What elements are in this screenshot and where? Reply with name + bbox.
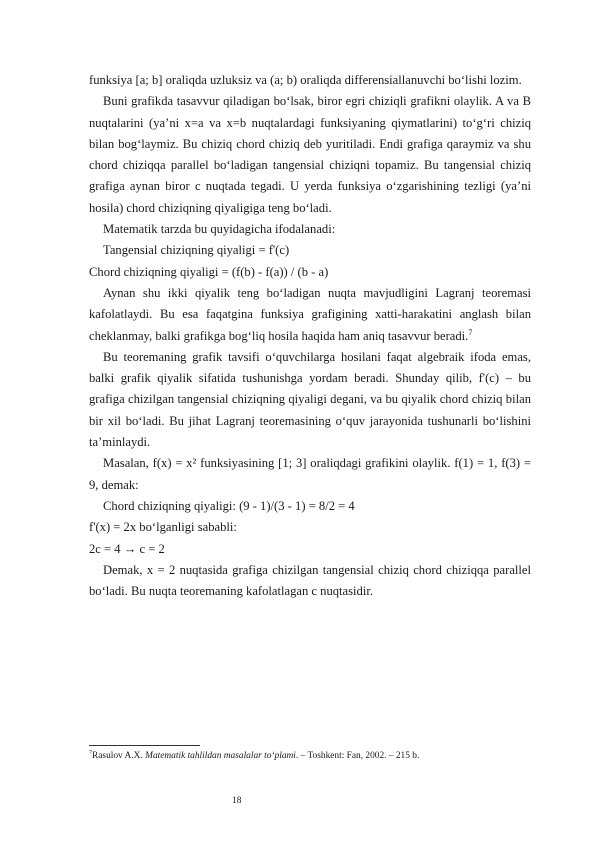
example-derivative: f'(x) = 2x bo‘lganligi sababli: [89,520,237,535]
footnote [89,750,549,762]
example-chord-slope: Chord chiziqning qiyaligi: (9 - 1)/(3 - 1) = 8/2 = 4 [103,498,355,513]
footnote-mark: 7 [89,749,92,756]
footnote-reference: 7 [468,327,473,337]
paragraph-1: funksiya [a; b] oraliqda uzluksiz va (a; b) oraliqda differensiallanuvchi bo‘lishi lozim. [89,73,522,87]
footnote-title: Matematik tahlildan masalalar to‘plami [145,751,296,761]
main-text [89,70,531,602]
formula-tangent-slope: Tangensial chiziqning qiyaligi = f'(c) [103,243,290,258]
paragraph-6-text: Aynan shu ikki qiyalik teng bo‘ladigan nuqta mavjudligini Lagranj teoremasi kafolatlaydi. Bu esa faqatgina funksiya grafigining xatti-harakatini anglash bilan cheklanmay, balki grafikga bog‘liq hosila haqida ham aniq tasavvur beradi. [89,285,531,343]
paragraph-2: Buni grafikda tasavvur qiladigan bo‘lsak, biror egri chiziqli grafikni olaylik. A va B nuqtalarini (ya’ni x=a va x=b nuqtalardagi funksiyaning qiymatlarini) to‘g‘ri chiziq bilan bog‘laymiz. Bu chiziq chord chiziq deb yuritiladi. Endi grafiga qaraymiz va shu chord chiziqqa parallel bo‘ladigan tangensial chiziqni topamiz. Bu tangensial chiziq grafiga aynan biror c nuqtada tegadi. U yerda funksiya o‘zgarishining tezligi (ya’ni hosila) chord chiziqning qiyaligiga teng bo‘ladi. [89,94,531,215]
footnote-divider [89,745,200,746]
footnote-publication: . – Toshkent: Fan, 2002. – 215 b. [295,751,420,761]
footnote-author: Rasulov A.X. [92,751,146,761]
paragraph-8: Masalan, f(x) = x² funksiyasining [1; 3] oraliqdagi grafikini olaylik. f(1) = 1, f(3) = 9, demak: [89,456,531,492]
paragraph-3: Matematik tarzda bu quyidagicha ifodalanadi: [103,222,336,237]
paragraph-12: Demak, x = 2 nuqtasida grafiga chizilgan tangensial chiziq chord chiziqqa parallel bo‘ladi. Bu nuqta teoremaning kafolatlagan c nuqtasidir. [89,562,531,599]
example-solution: 2c = 4 → c = 2 [89,541,165,556]
paragraph-6 [89,283,531,347]
formula-chord-slope: Chord chiziqning qiyaligi = (f(b) - f(a)) / (b - a) [89,264,329,279]
page-number: 18 [232,796,242,806]
paragraph-7: Bu teoremaning grafik tavsifi o‘quvchilarga hosilani faqat algebraik ifoda emas, balki grafik qiyalik sifatida tushunishga yordam beradi. Shunday qilib, f'(c) – bu grafiga chizilgan tangensial chiziqning qiyaligi degani, va bu qiyalik chord chiziq bilan bir xil bo‘ladi. Bu jihat Lagranj teoremasining o‘quv jarayonida tushunarli bo‘lishini ta’minlaydi. [89,349,531,450]
